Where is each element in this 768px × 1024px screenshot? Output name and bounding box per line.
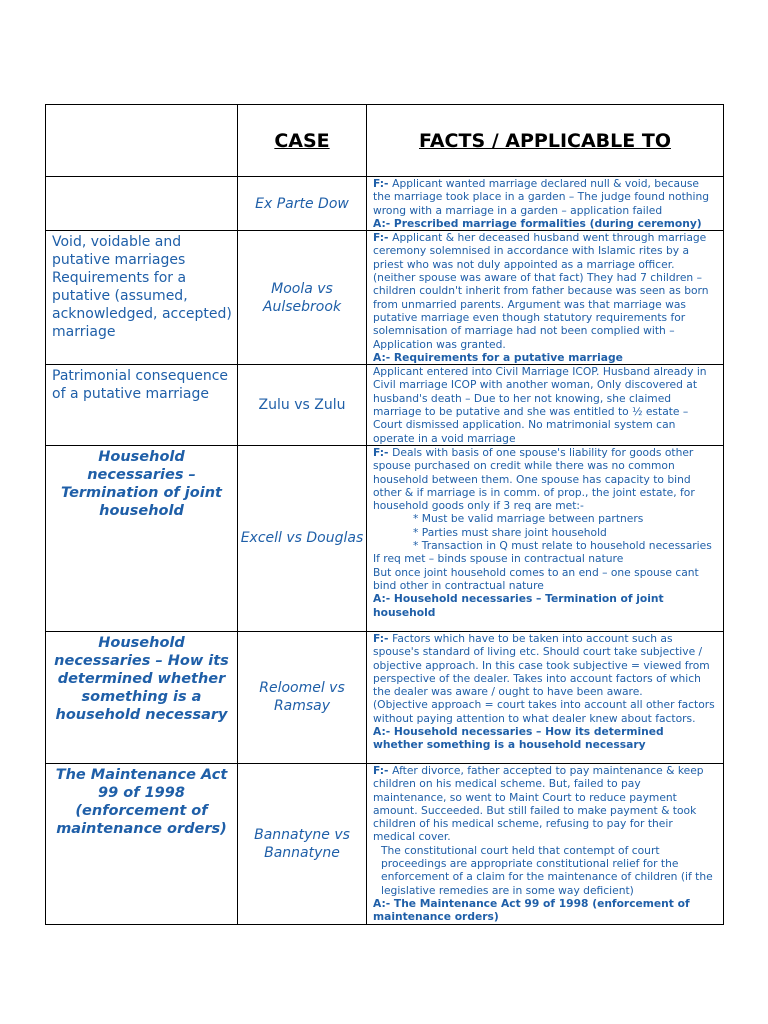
- facts-bold-text: A:- Household necessaries – Termination of joint household: [373, 592, 664, 619]
- facts-text: Applicant wanted marriage declared null & void, because the marriage took place in a garden – The judge found nothing wrong with a marriage in a garden – application failed: [373, 177, 710, 217]
- facts-text: Factors which have to be taken into account such as spouse's standard of living etc. Should court take subjective / objective approach. In this case took subjective = viewed from perspective of the dealer. Takes into account factors of which the dealer was aware / ought to have been aware.: [373, 631, 710, 699]
- facts-bold-text: A:- Household necessaries – How its determined whether something is a household necessary: [373, 725, 664, 752]
- facts-paragraph: [373, 217, 717, 230]
- facts-bold-text: F:-: [373, 763, 393, 777]
- case-name: Ex Parte Dow: [238, 177, 367, 231]
- facts-cell: [367, 445, 724, 631]
- facts-cell: [367, 231, 724, 365]
- facts-paragraph: [373, 446, 717, 512]
- case-name: Bannatyne vs Bannatyne: [238, 763, 367, 924]
- topic-cell: Household necessaries – How its determined whether something is a household necessary: [46, 631, 238, 763]
- facts-bold-text: A:- Requirements for a putative marriage: [373, 350, 623, 364]
- facts-cell: [367, 365, 724, 446]
- case-name: Moola vs Aulsebrook: [238, 231, 367, 365]
- facts-paragraph: [373, 512, 717, 525]
- facts-bold-text: A:- The Maintenance Act 99 of 1998 (enforcement of maintenance orders): [373, 896, 690, 924]
- table-row: [46, 177, 724, 231]
- facts-paragraph: [373, 844, 717, 897]
- table-row: [46, 231, 724, 365]
- facts-bold-text: A:- Prescribed marriage formalities (during ceremony): [373, 216, 702, 230]
- facts-paragraph: [373, 632, 717, 698]
- topic-cell: Household necessaries – Termination of joint household: [46, 445, 238, 631]
- facts-text: Applicant & her deceased husband went through marriage ceremony solemnised in accordance with Islamic rites by a priest who was not duly appointed as a marriage officer. (neither spouse was aware of that fact) They had 7 children – children couldn't inherit from father because was seen as born from unmarried parents. Argument was that marriage was putative marriage even though statutory requirements for solemnisation of marriage had not been complied with – Application was granted.: [373, 231, 709, 351]
- table-row: [46, 763, 724, 924]
- facts-text: But once joint household comes to an end – one spouse cant bind other in contractual nature: [373, 565, 699, 592]
- header-case: CASE: [238, 105, 367, 177]
- case-name: Zulu vs Zulu: [238, 365, 367, 446]
- table-row: [46, 365, 724, 446]
- facts-paragraph: [373, 764, 717, 844]
- facts-paragraph: [373, 725, 717, 752]
- facts-paragraph: [373, 526, 717, 539]
- topic-cell: [46, 177, 238, 231]
- facts-bold-text: F:-: [373, 445, 393, 459]
- facts-paragraph: [373, 566, 717, 593]
- case-name: Reloomel vs Ramsay: [238, 631, 367, 763]
- table-row: [46, 445, 724, 631]
- topic-cell: The Maintenance Act 99 of 1998 (enforcement of maintenance orders): [46, 763, 238, 924]
- facts-bold-text: F:-: [373, 231, 393, 245]
- facts-paragraph: [373, 539, 717, 552]
- facts-bold-text: F:-: [373, 177, 393, 190]
- facts-text: Deals with basis of one spouse's liability for goods other spouse purchased on credit while there was no common household between them. One spouse has capacity to bind other & if marriage is in comm. of prop., the joint estate, for household goods only if 3 req are met:-: [373, 445, 695, 513]
- facts-paragraph: [373, 897, 717, 924]
- facts-text: * Parties must share joint household: [413, 525, 607, 539]
- case-name: Excell vs Douglas: [238, 445, 367, 631]
- facts-cell: [367, 631, 724, 763]
- header-facts: FACTS / APPLICABLE TO: [367, 105, 724, 177]
- facts-paragraph: [373, 698, 717, 725]
- facts-bold-text: F:-: [373, 631, 393, 645]
- facts-paragraph: [373, 592, 717, 619]
- facts-cell: [367, 177, 724, 231]
- topic-cell: Void, voidable and putative marriages Requirements for a putative (assumed, acknowledged, accepted) marriage: [46, 231, 238, 365]
- topic-cell: Patrimonial consequence of a putative marriage: [46, 365, 238, 446]
- facts-paragraph: [373, 177, 717, 217]
- table-row: [46, 631, 724, 763]
- facts-paragraph: [373, 231, 717, 351]
- header-topic-cell: [46, 105, 238, 177]
- facts-paragraph: [373, 552, 717, 565]
- facts-text: * Transaction in Q must relate to household necessaries: [413, 539, 712, 553]
- facts-text: The constitutional court held that contempt of court proceedings are appropriate constitutional relief for the enforcement of a claim for the maintenance of children (if the legislative remedies are in some way deficient): [381, 843, 713, 897]
- facts-cell: [367, 763, 724, 924]
- facts-text: If req met – binds spouse in contractual nature: [373, 552, 624, 566]
- header-row: [46, 105, 724, 177]
- facts-text: * Must be valid marriage between partners: [413, 512, 644, 526]
- facts-paragraph: [373, 351, 717, 364]
- facts-paragraph: [373, 365, 717, 445]
- case-table: [45, 104, 724, 925]
- facts-text: Applicant entered into Civil Marriage ICOP. Husband already in Civil marriage ICOP with another woman, Only discovered at husband's death – Due to her not knowing, she claimed marriage to be putative and she was entitled to ½ estate – Court dismissed application. No matrimonial system can operate in a void marriage: [373, 365, 707, 445]
- facts-text: After divorce, father accepted to pay maintenance & keep children on his medical scheme. But, failed to pay maintenance, so went to Maint Court to reduce payment amount. Succeeded. But still failed to make payment & took children of his medical scheme, refusing to pay for their medical cover.: [373, 763, 704, 844]
- facts-text: (Objective approach = court takes into account all other factors without paying attention to what dealer knew about factors.: [373, 698, 715, 725]
